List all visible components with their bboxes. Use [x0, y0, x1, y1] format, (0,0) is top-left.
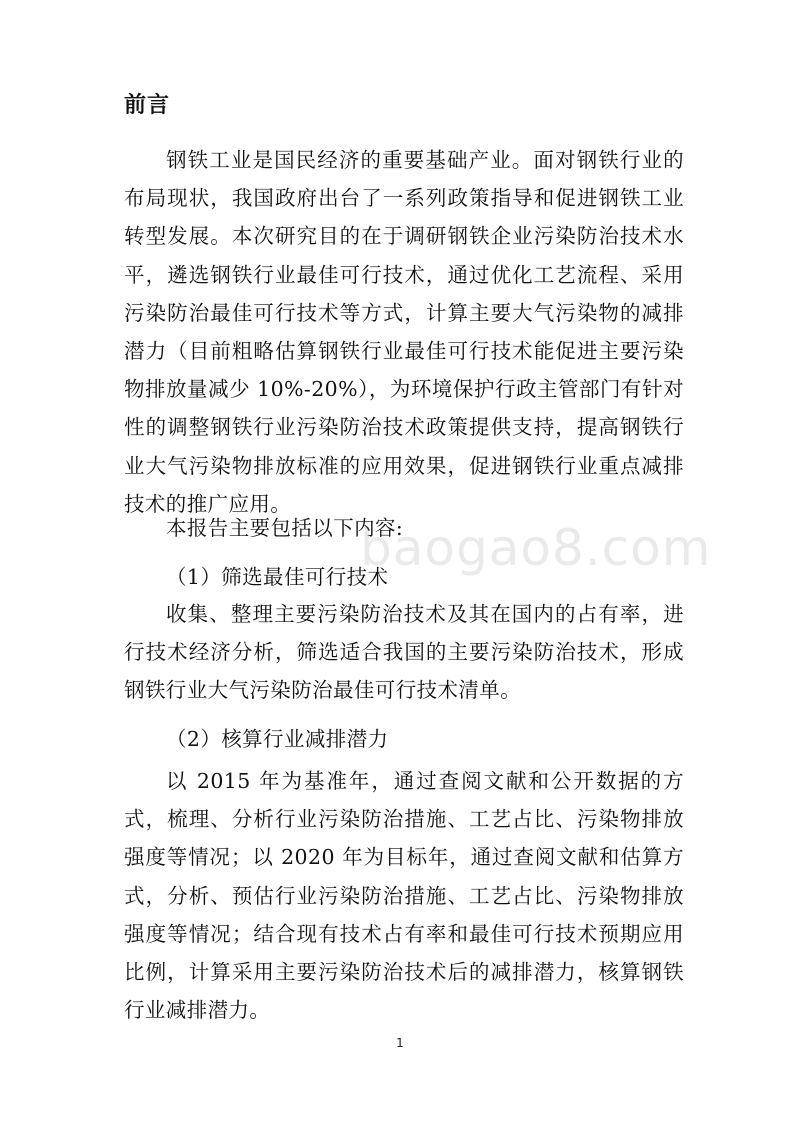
item2-title: （2）核算行业减排潜力 [166, 727, 389, 751]
item1-title: （1）筛选最佳可行技术 [166, 565, 389, 589]
page-number: 1 [396, 1036, 404, 1050]
item2-body: 以 2015 年为基准年，通过查阅文献和公开数据的方式，梳理、分析行业污染防治措施、工艺占比、污染物排放强度等情况；以 2020 年为目标年，通过查阅文献和估算方式，分析、预估行业污染防治措施、工艺占比、污染物排放强度等情况；结合现有技术占有率和最佳可行技术预期应用比例，计算采用主要污染防治技术后的减排潜力，核算钢铁行业减排潜力。 [124, 769, 684, 1023]
contents-intro: 本报告主要包括以下内容: [166, 516, 404, 540]
watermark: baogao8.com [360, 519, 712, 577]
item1-body: 收集、整理主要污染防治技术及其在国内的占有率，进行技术经济分析，筛选适合我国的主要污染防治技术，形成钢铁行业大气污染防治最佳可行技术清单。 [124, 602, 684, 703]
intro-paragraph: 钢铁工业是国民经济的重要基础产业。面对钢铁行业的布局现状，我国政府出台了一系列政策指导和促进钢铁工业转型发展。本次研究目的在于调研钢铁企业污染防治技术水平，遴选钢铁行业最佳可行技术，通过优化工艺流程、采用污染防治最佳可行技术等方式，计算主要大气污染物的减排潜力（目前粗略估算钢铁行业最佳可行技术能促进主要污染物排放量减少 10%-20%），为环境保护行政主管部门有针对性的调整钢铁行业污染防治技术政策提供支持，提高钢铁行业大气污染物排放标准的应用效果，促进钢铁行业重点减排技术的推广应用。 [124, 148, 684, 516]
section-heading: 前言 [124, 92, 171, 118]
